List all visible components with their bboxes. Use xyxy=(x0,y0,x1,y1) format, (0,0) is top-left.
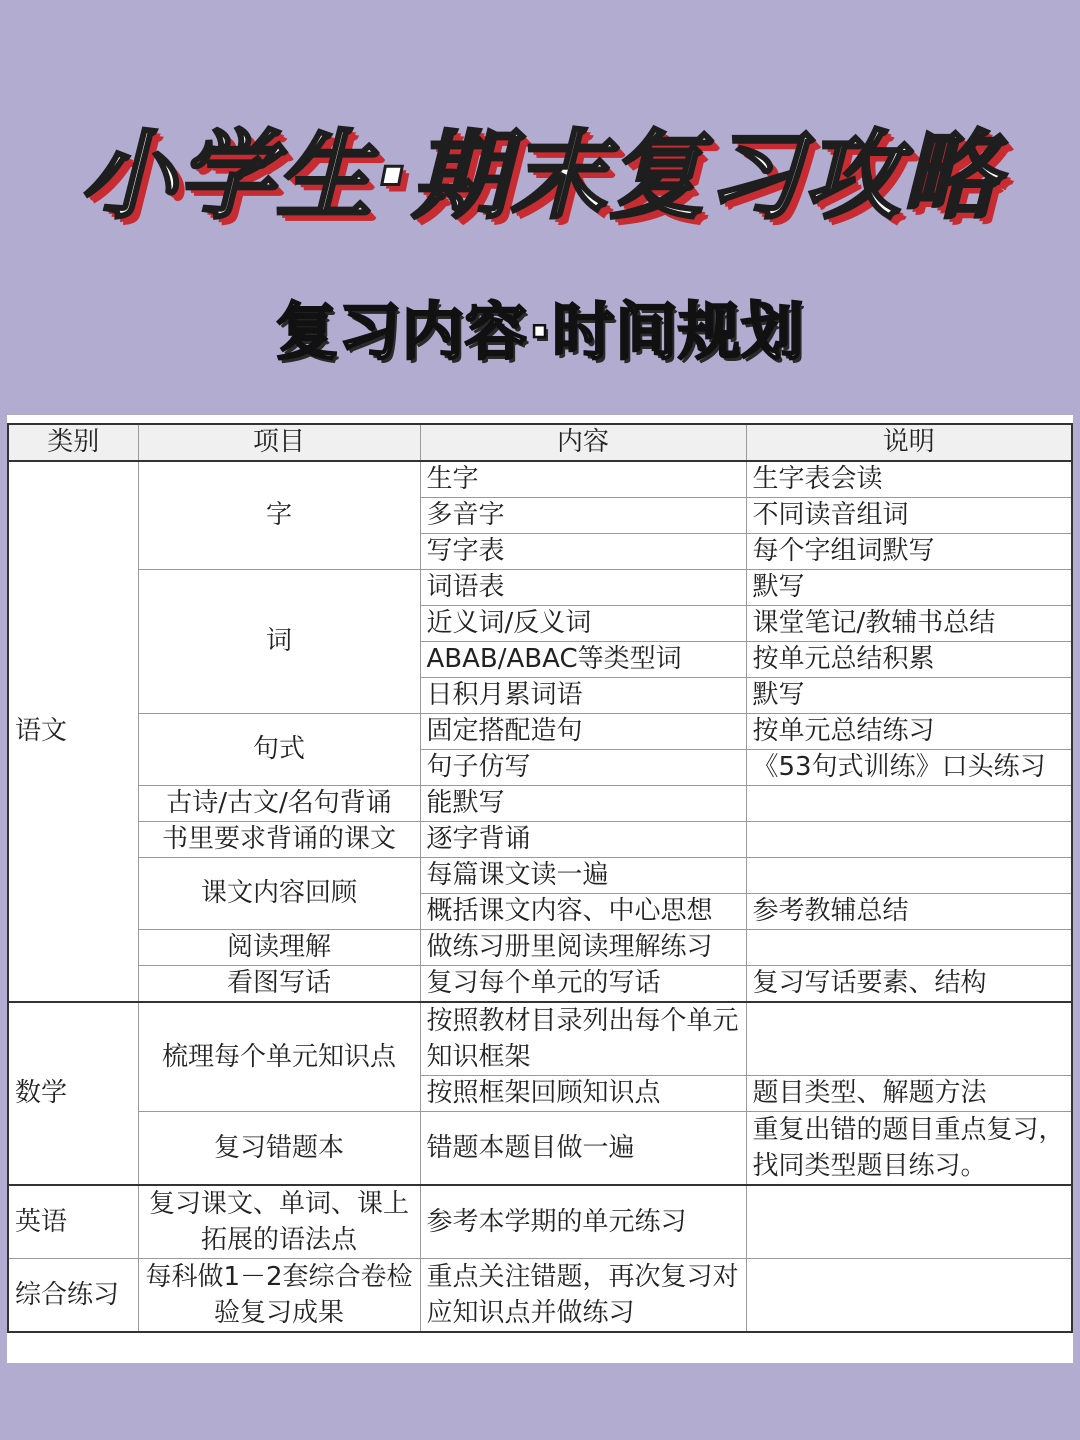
note-cell-empty xyxy=(746,1259,1072,1333)
item-shuli: 梳理每个单元知识点 xyxy=(138,1002,420,1112)
item-gushi: 古诗/古文/名句背诵 xyxy=(138,786,420,822)
note-cell: 每个字组词默写 xyxy=(746,534,1072,570)
note-cell: 课堂笔记/教辅书总结 xyxy=(746,606,1072,642)
note-cell-empty xyxy=(746,786,1072,822)
item-huigu: 课文内容回顾 xyxy=(138,858,420,930)
header-content: 内容 xyxy=(420,424,746,461)
note-cell: 生字表会读 xyxy=(746,461,1072,498)
table-row xyxy=(8,966,1072,1003)
note-cell: 按单元总结积累 xyxy=(746,642,1072,678)
page-title: 小学生·期末复习攻略 xyxy=(79,120,1001,232)
note-cell-empty xyxy=(746,858,1072,894)
item-zi: 字 xyxy=(138,461,420,570)
note-cell-empty xyxy=(746,1002,1072,1076)
note-cell-empty xyxy=(746,822,1072,858)
note-cell: 不同读音组词 xyxy=(746,498,1072,534)
content-cell: 错题本题目做一遍 xyxy=(420,1112,746,1186)
content-cell: 做练习册里阅读理解练习 xyxy=(420,930,746,966)
item-cuoti: 复习错题本 xyxy=(138,1112,420,1186)
content-cell: 多音字 xyxy=(420,498,746,534)
content-cell: 写字表 xyxy=(420,534,746,570)
note-cell: 重复出错的题目重点复习，找同类型题目练习。 xyxy=(746,1112,1072,1186)
content-cell: 概括课文内容、中心思想 xyxy=(420,894,746,930)
content-cell: 日积月累词语 xyxy=(420,678,746,714)
item-english: 复习课文、单词、课上拓展的语法点 xyxy=(138,1185,420,1259)
content-cell: 能默写 xyxy=(420,786,746,822)
table-row xyxy=(8,570,1072,606)
table-row xyxy=(8,461,1072,498)
note-cell: 复习写话要素、结构 xyxy=(746,966,1072,1003)
category-chinese: 语文 xyxy=(8,461,138,1002)
content-cell: 复习每个单元的写话 xyxy=(420,966,746,1003)
note-cell: 默写 xyxy=(746,678,1072,714)
header-note: 说明 xyxy=(746,424,1072,461)
category-english: 英语 xyxy=(8,1185,138,1259)
note-cell-empty xyxy=(746,1185,1072,1259)
item-xiehua: 看图写话 xyxy=(138,966,420,1003)
note-cell: 参考教辅总结 xyxy=(746,894,1072,930)
content-cell: ABAB/ABAC等类型词 xyxy=(420,642,746,678)
content-cell: 固定搭配造句 xyxy=(420,714,746,750)
table-row xyxy=(8,1259,1072,1333)
content-cell: 参考本学期的单元练习 xyxy=(420,1185,746,1259)
content-cell: 逐字背诵 xyxy=(420,822,746,858)
table-row xyxy=(8,930,1072,966)
note-cell: 按单元总结练习 xyxy=(746,714,1072,750)
review-plan-table xyxy=(7,423,1073,1333)
table-row xyxy=(8,858,1072,894)
content-cell: 每篇课文读一遍 xyxy=(420,858,746,894)
content-cell: 按照框架回顾知识点 xyxy=(420,1076,746,1112)
content-cell: 近义词/反义词 xyxy=(420,606,746,642)
category-math: 数学 xyxy=(8,1002,138,1185)
item-yuedu: 阅读理解 xyxy=(138,930,420,966)
header-item: 项目 xyxy=(138,424,420,461)
content-cell: 重点关注错题，再次复习对应知识点并做练习 xyxy=(420,1259,746,1333)
table-row xyxy=(8,786,1072,822)
category-comprehensive: 综合练习 xyxy=(8,1259,138,1333)
content-cell: 句子仿写 xyxy=(420,750,746,786)
item-beisong: 书里要求背诵的课文 xyxy=(138,822,420,858)
table-row xyxy=(8,1185,1072,1259)
content-cell: 生字 xyxy=(420,461,746,498)
header-category: 类别 xyxy=(8,424,138,461)
item-jushi: 句式 xyxy=(138,714,420,786)
item-comprehensive: 每科做1－2套综合卷检验复习成果 xyxy=(138,1259,420,1333)
table-row xyxy=(8,822,1072,858)
note-cell: 默写 xyxy=(746,570,1072,606)
table-row xyxy=(8,1002,1072,1076)
content-cell: 按照教材目录列出每个单元知识框架 xyxy=(420,1002,746,1076)
note-cell: 题目类型、解题方法 xyxy=(746,1076,1072,1112)
note-cell-empty xyxy=(746,930,1072,966)
page-subtitle: 复习内容·时间规划 xyxy=(275,295,805,368)
content-cell: 词语表 xyxy=(420,570,746,606)
review-plan-sheet xyxy=(7,415,1073,1363)
table-header-row xyxy=(8,424,1072,461)
item-ci: 词 xyxy=(138,570,420,714)
note-cell: 《53句式训练》口头练习 xyxy=(746,750,1072,786)
table-row xyxy=(8,714,1072,750)
